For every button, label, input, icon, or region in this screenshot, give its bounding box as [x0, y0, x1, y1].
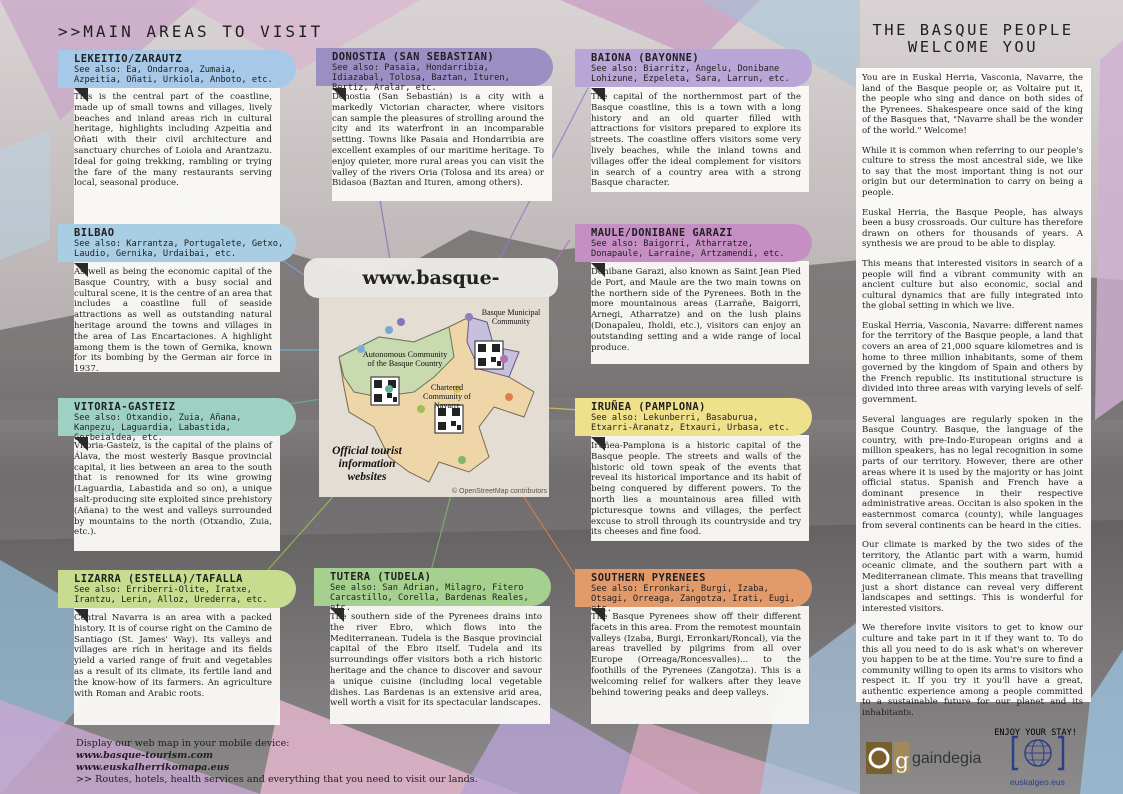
area-see-also: See also: Karrantza, Portugalete, Getxo, Laudio, Gernika, Urdaibai, etc.	[74, 239, 284, 260]
welcome-paragraph: Euskal Herria, the Basque People, has always been a busy crossroads. Our culture has therefore drawn on others for thousands of years. A synthesis we are proud to be able to display.	[862, 207, 1083, 250]
area-title: DONOSTIA (SAN SEBASTIAN)	[332, 51, 495, 63]
footer-link-map[interactable]: www.euskalherrikomapa.eus	[76, 762, 230, 773]
map-label-municipal: Basque Municipal Community	[481, 308, 541, 326]
area-card	[74, 86, 280, 246]
area-see-also: See also: Baigorri, Atharratze, Donapaule, Larraine, Artzamendi, etc.	[591, 239, 785, 260]
area-see-also: See also: San Adrian, Milagro, Fitero Carcastillo, Corella, Bardenas Reales, etc.	[330, 583, 529, 614]
area-tab	[58, 570, 296, 608]
corner-triangle	[591, 437, 605, 451]
map-label-basque-country: Autonomous Community of the Basque Country	[362, 350, 448, 368]
welcome-paragraph: We therefore invite visitors to get to know our culture and take part in it if they want to. To do this all you need to do is ask what's on wherever you happen to be at the time. You're sure to find a community willing to open its arms to visitors who respect it. If you try it you'll have a great, authentic experience among a people committed to a sustainable future for our planet and its inhabitants.	[862, 623, 1083, 719]
area-description: Donostia (San Sebastián) is a city with a markedly Victorian character, where visitors can sample the pleasures of strolling around the city and its waterfront in an incomparable setting. Towns like Pasaia and Hondarribia are excellent examples of our maritime heritage. To enjoy quieter, more rural areas you can visit the valley of the rivers Oria (Tolosa and its area) or Bidasoa (Baztan and Ituren, among others).	[332, 92, 544, 189]
gaindegia-logo	[864, 738, 1004, 778]
area-tab	[58, 224, 296, 262]
area-card	[591, 261, 809, 364]
welcome-heading-line: THE BASQUE PEOPLE	[872, 21, 1074, 39]
welcome-card	[856, 68, 1091, 738]
footer-link-tourism[interactable]: www.basque-tourism.com	[76, 750, 214, 761]
corner-triangle	[332, 88, 346, 102]
area-card	[330, 606, 550, 724]
area-description: Donibane Garazi, also known as Saint Jean Pied de Port, and Maule are the two main towns on the northern side of the Pyrenees. Both in the more mountainous areas (Larrañe, Baigorri, Arnegi, Atharratze) and on the lush plains (Donapaleu, Iholdi, etc.), visitors can enjoy an outstanding setting and a wide range of local produce.	[591, 267, 801, 353]
welcome-paragraph: Our climate is marked by the two sides of the territory, the Atlantic part with a warm, humid oceanic climate, and the southern part with a Mediterranean climate. This means that travelling just a short distance can reveal very different landscapes and settings. This is wonderful for interested visitors.	[862, 540, 1083, 614]
area-card	[74, 261, 280, 375]
area-description: The Basque Pyrenees show off their different facets in this area. From the remotest mountain valleys (Izaba, Burgi, Erronkari/Roncal), via the areas travelled by pilgrims from all over Europe (Orreaga/Roncesvalles)... to the foothills of the Pyrenees (Zangotza). This is a welcoming relief for walkers after they leave behind towering peaks and deep valleys.	[591, 612, 801, 698]
website-url[interactable]: www.basque-	[304, 258, 558, 298]
corner-triangle	[74, 437, 88, 451]
corner-triangle	[74, 263, 88, 277]
enjoy-your-stay: ENJOY YOUR STAY!	[994, 727, 1077, 738]
official-websites-caption	[321, 445, 413, 484]
globe-icon	[1010, 734, 1066, 772]
area-description: Vitoria-Gasteiz, is the capital of the plains of Álava, the most westerly Basque provincial capital, it lies between an area to the south that is renowned for its wine growing (Laguardia, Labastida and so on), a unique salt-producing site exploited since prehistory (Añana) to the west and valleys surrounded by mountains to the north (Otxandio, Zuia, etc.).	[74, 441, 272, 538]
caption-line: Official tourist	[332, 445, 402, 457]
corner-triangle	[74, 609, 88, 623]
corner-triangle	[330, 608, 344, 622]
corner-triangle	[74, 88, 88, 102]
region-map[interactable]	[319, 297, 549, 497]
welcome-paragraph: Several languages are regularly spoken in the Basque Country. Basque, the language of the country, with pre-Indo-European origins and a million speakers, has no legal recognition in some parts of our territory. However, there are other areas where it is used by the majority or has joint official status. Spanish and French have a dominant presence in their respective administrative areas. Occitan is also spoken in the easternmost comarca (county), while languages from several continents can be heard in the cities.	[862, 414, 1083, 531]
map-attribution: © OpenStreetMap contributors	[451, 488, 547, 495]
area-card	[591, 606, 809, 724]
area-title: MAULE/DONIBANE GARAZI	[591, 227, 733, 239]
euskalgeo-wordmark: euskalgeo.eus	[1010, 777, 1065, 787]
svg-text:g: g	[894, 749, 910, 774]
corner-triangle	[591, 608, 605, 622]
area-card	[591, 86, 809, 192]
corner-triangle	[591, 88, 605, 102]
area-card	[332, 86, 552, 201]
area-tab	[58, 398, 296, 444]
caption-line: information	[338, 458, 396, 470]
area-title: BAIONA (BAYONNE)	[591, 52, 700, 64]
area-see-also: See also: Erronkari, Burgi, Izaba, Otsagi, Orreaga, Zangotza, Irati, Eugi, etc.	[591, 584, 795, 615]
area-tab	[316, 48, 553, 94]
corner-triangle	[591, 263, 605, 277]
welcome-paragraph: This means that interested visitors in search of a people will find a vibrant community with an ancient culture but also economic, social and cultural dynamics that are fully integrated into the global setting in which we live.	[862, 258, 1083, 312]
welcome-heading	[848, 22, 1098, 56]
area-card	[74, 435, 280, 551]
area-tab	[58, 50, 296, 88]
welcome-heading-line: WELCOME YOU	[907, 38, 1039, 56]
area-see-also: See also: Lekunberri, Basaburua, Etxarri-Aranatz, Etxauri, Urbasa, etc.	[591, 413, 790, 434]
area-tab	[575, 49, 812, 87]
area-description: The southern side of the Pyrenees drains into the river Ebro, which flows into the Mediterranean. Tudela is the Basque provincial capital of the Ebro itself. Tudela and its surroundings offer visitors both a rich historic heritage and the chance to discover and savour a unique cuisine (including local vegetable dishes. Las Bardenas is an extensive arid area, well worth a visit for its spectacular landscapes.	[330, 612, 542, 709]
area-description: As well as being the economic capital of the Basque Country, with a busy social and cultural scene, it is the centre of an area that includes a coastline full of seaside attractions as well as outstanding natural heritage around the towns and villages in the area of Las Encartaciones. A highlight among them is the town of Gernika, known for its bombing by the German air force in 1937.	[74, 267, 272, 375]
area-description: The capital of the northernmost part of the Basque coastline, this is a town with a long history and an old quarter filled with attractions for visitors prepared to explore its streets. The coastline offers visitors some very lively beaches, while the inland towns and villages offer the ideal complement for visitors in search of a country area with a strong Basque character.	[591, 92, 801, 189]
caption-line: websites	[347, 471, 387, 483]
area-see-also: See also: Ea, Ondarroa, Zumaia, Azpeitia, Oñati, Urkiola, Anboto, etc.	[74, 65, 273, 86]
map-label-navarre: Chartered Community of Navarre	[423, 383, 471, 410]
welcome-paragraph: Euskal Herria, Vasconia, Navarre: different names for the territory of the Basque people, a land that covers an area of 21,000 square kilometres and is home to three million inhabitants, some of them governed by the kingdom of Spain and others by the French republic. Its institutional structure is divided into three areas with varying levels of self-government.	[862, 320, 1083, 406]
area-tab	[575, 569, 812, 615]
area-see-also: See also: Pasaia, Hondarribia, Idiazabal, Tolosa, Baztan, Ituren, Bertiz, Aralar, etc.	[332, 63, 510, 94]
area-title: VITORIA-GASTEIZ	[74, 401, 176, 413]
main-areas-heading: >>MAIN AREAS TO VISIT	[58, 22, 324, 41]
area-tab	[314, 568, 551, 614]
gaindegia-wordmark: gaindegia	[912, 750, 982, 767]
area-title: LIZARRA (ESTELLA)/TAFALLA	[74, 573, 243, 585]
area-card	[591, 435, 809, 541]
footer-line: Display our web map in your mobile device:	[76, 738, 290, 749]
area-description: Iruñea-Pamplona is a historic capital of the Basque people. The streets and walls of the historic old town speak of the events that reveal its historical importance and its habit of being conquered by different powers. To the north lies a mountainous area filled with picturesque towns and villages, the perfect excuse to stroll through its countryside and try its cheeses and fine food.	[591, 441, 801, 538]
area-title: TUTERA (TUDELA)	[330, 571, 432, 583]
footer	[76, 738, 478, 786]
welcome-paragraph: You are in Euskal Herria, Vasconia, Navarre, the land of the Basque people or, as Voltaire put it, the people who sing and dance on both sides of the Pyrenees. Shakespeare once said of the king of the Basques that, "Navarre shall be the wonder of the world." Welcome!	[862, 73, 1083, 136]
area-title: LEKEITIO/ZARAUTZ	[74, 53, 183, 65]
footer-line: >> Routes, hotels, health services and everything that you need to visit our lands.	[76, 774, 478, 785]
area-title: IRUÑEA (PAMPLONA)	[591, 401, 706, 413]
euskalgeo-logo	[1010, 734, 1080, 786]
area-title: SOUTHERN PYRENEES	[591, 572, 706, 584]
area-see-also: See also: Erriberri-Olite, Iratxe, Irantzu, Lerin, Alloz, Urederra, etc.	[74, 585, 268, 606]
area-see-also: See also: Biarritz, Angelu, Donibane Lohizune, Ezpeleta, Sara, Larrun, etc.	[591, 64, 790, 85]
area-card	[74, 607, 280, 725]
area-description: Central Navarra is an area with a packed history. It is of course right on the Camino de Santiago (St. James' Way). Its valleys and villages are rich in heritage and its fields yield a varied range of fruit and vegetables as a result of its climate, its fertile land and the know-how of its farmers. An agriculture with Roman and Arabic roots.	[74, 613, 272, 699]
welcome-paragraph: While it is common when referring to our people's culture to stress the most ancestral side, we like to say that the most important thing is not our origin but our determination to carry on being a people.	[862, 145, 1083, 198]
area-title: BILBAO	[74, 227, 115, 239]
area-tab	[575, 398, 812, 436]
area-see-also: See also: Otxandio, Zuia, Añana, Kanpezu, Laguardia, Labastida, Gorbeialdea, etc.	[74, 413, 242, 444]
area-description: This is the central part of the coastline, made up of small towns and villages, lively beaches and inland areas rich in cultural heritage, highlights including Azpeitia and Oñati with their civil architecture and sanctuary churches of Loiola and Arantzazu. Ideal for going trekking, rambling or trying the fare of the many restaurants serving local, seasonal produce.	[74, 92, 272, 189]
area-tab	[575, 224, 812, 262]
gaindegia-mark	[864, 738, 914, 778]
